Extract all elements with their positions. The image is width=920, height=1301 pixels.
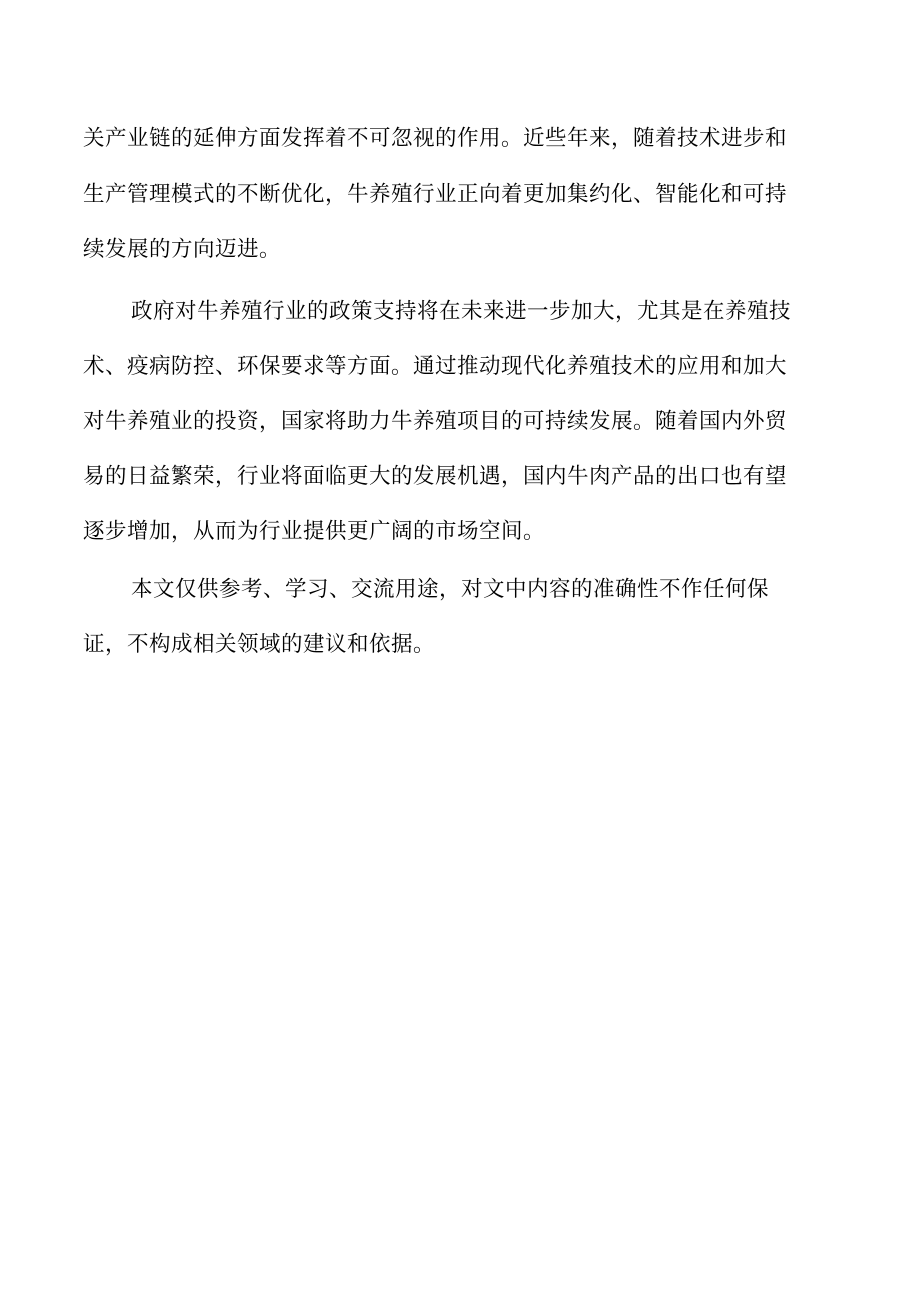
paragraph-line: 续发展的方向迈进。 [83, 237, 282, 262]
paragraph-line: 关产业链的延伸方面发挥着不可忽视的作用。近些年来，随着技术进步和 [83, 126, 788, 151]
paragraph-line: 政府对牛养殖行业的政策支持将在未来进一步加大，尤其是在养殖技 [131, 299, 792, 324]
paragraph-line: 本文仅供参考、学习、交流用途，对文中内容的准确性不作任何保 [131, 577, 770, 602]
paragraph-line: 术、疫病防控、环保要求等方面。通过推动现代化养殖技术的应用和加大 [83, 354, 788, 379]
paragraph-line: 生产管理模式的不断优化，牛养殖行业正向着更加集约化、智能化和可持 [83, 182, 788, 207]
paragraph-line: 证，不构成相关领域的建议和依据。 [83, 632, 436, 657]
paragraph-line: 易的日益繁荣，行业将面临更大的发展机遇，国内牛肉产品的出口也有望 [83, 464, 788, 489]
paragraph-line: 逐步增加，从而为行业提供更广阔的市场空间。 [83, 519, 546, 544]
paragraph-line: 对牛养殖业的投资，国家将助力牛养殖项目的可持续发展。随着国内外贸 [83, 409, 788, 434]
